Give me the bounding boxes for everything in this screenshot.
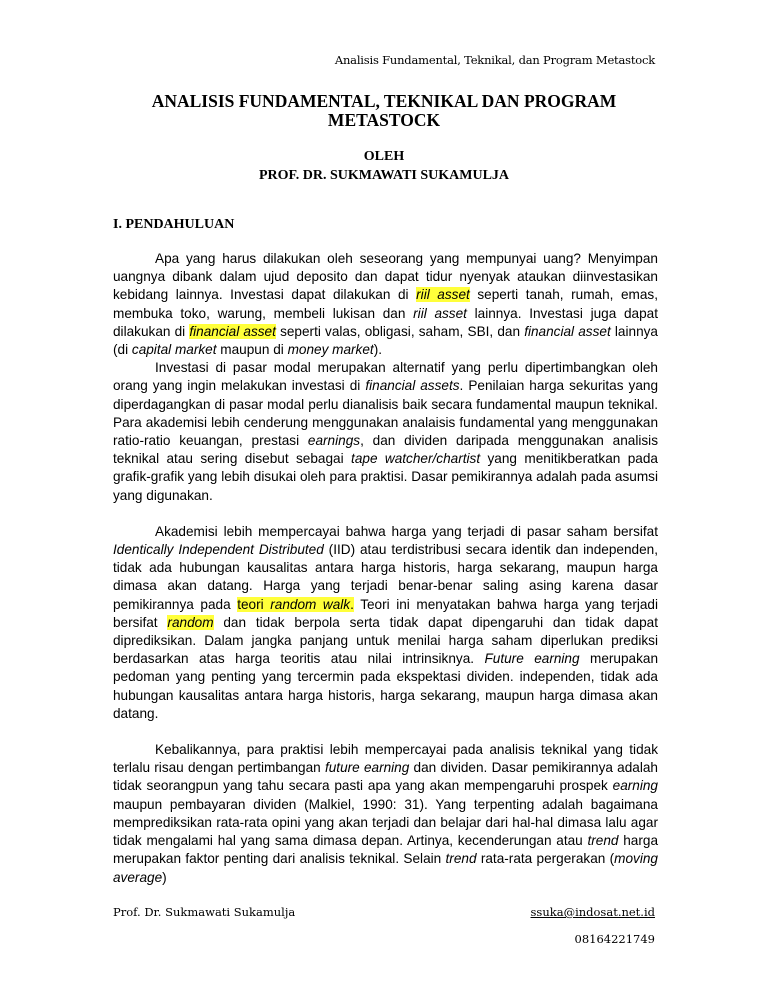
- text-run: seperti tanah, rumah, emas, membuka toko, warung, membeli lukisan dan: [113, 287, 659, 321]
- italic-term: moving average: [113, 851, 658, 885]
- italic-term: earning: [612, 778, 658, 794]
- text-run: ): [162, 869, 167, 885]
- highlighted-term: riil asset: [416, 287, 470, 303]
- paragraph-2: [113, 359, 658, 505]
- text-run: lainnya. Investasi juga dapat dilakukan di: [113, 305, 658, 339]
- italic-term: riil asset: [413, 305, 467, 321]
- byline-label: OLEH: [363, 149, 405, 164]
- footer-email-link[interactable]: ssuka@indosat.net.id: [530, 905, 655, 919]
- text-run: dan tidak berpola serta tidak dapat dipengaruhi dan tidak dapat diprediksikan. Dalam jangka panjang untuk menilai harga saham diperlukan prediksi berdasarkan atas harga teoritis atau nilai intrinsiknya.: [113, 614, 658, 667]
- author-name: PROF. DR. SUKMAWATI SUKAMULJA: [258, 168, 510, 183]
- text-run: Apa yang harus dilakukan oleh seseorang yang mempunyai uang? Menyimpan uangnya dibank dalam ujud deposito dan dapat tidur nyenyak ataukan diinvestasikan kebidang lainnya. Investasi dapat dilakukan di: [113, 251, 658, 303]
- text-run: seperti valas, obligasi, saham, SBI, dan: [275, 323, 525, 339]
- text-run: maupun pembayaran dividen (Malkiel, 1990: 31). Yang terpenting adalah bagaimana memprediksikan rata-rata opini yang akan terjadi dan belajar dari hal-hal dimasa lalu agar tidak mengalami hal yang sama dimasa depan. Artinya, kecenderungan atau: [113, 796, 658, 849]
- italic-term: financial asset: [524, 323, 611, 339]
- highlighted-term: [237, 597, 354, 612]
- paragraph-1: [113, 250, 658, 359]
- highlighted-term: financial asset: [189, 323, 276, 339]
- footer-author: Prof. Dr. Sukmawati Sukamulja: [113, 905, 296, 919]
- text-run: .: [350, 596, 354, 612]
- text-run: Teori ini menyatakan bahwa harga yang terjadi bersifat: [113, 596, 659, 630]
- italic-term: financial assets: [365, 378, 460, 394]
- text-run: harga merupakan faktor penting dari analisis teknikal. Selain: [113, 833, 659, 867]
- paragraph-4: [113, 741, 658, 887]
- section-heading: I. PENDAHULUAN: [113, 217, 235, 232]
- highlighted-term: random: [167, 614, 214, 630]
- text-run: Investasi di pasar modal merupakan alternatif yang perlu dipertimbangkan oleh orang yang ingin melakukan investasi di: [113, 360, 658, 394]
- italic-term: money market: [287, 342, 374, 358]
- title-line-2: METASTOCK: [327, 110, 441, 130]
- footer-phone: 08164221749: [574, 932, 655, 946]
- text-run: maupun di: [216, 342, 288, 358]
- italic-term: Identically Independent Distributed: [113, 542, 324, 558]
- italic-term: future earning: [324, 760, 410, 776]
- text-run: yang menitikberatkan pada grafik-grafik yang lebih disukai oleh para praktisi. Dasar pemikirannya adalah pada asumsi yang digunakan.: [113, 451, 658, 503]
- text-run: ).: [373, 342, 382, 358]
- title-line-1: ANALISIS FUNDAMENTAL, TEKNIKAL DAN PROGRAM: [151, 91, 617, 111]
- text-run: Kebalikannya, para praktisi lebih mempercayai pada analisis teknikal yang tidak terlalu risau dengan pertimbangan: [113, 742, 658, 776]
- text-run: dan dividen. Dasar pemikirannya adalah tidak seorangpun yang tahu secara pasti apa yang akan mempengaruhi prospek: [113, 760, 658, 794]
- text-run: rata-rata pergerakan (: [476, 851, 615, 867]
- running-header: Analisis Fundamental, Teknikal, dan Program Metastock: [334, 53, 655, 67]
- italic-term: random walk: [270, 596, 351, 612]
- body-text: [113, 250, 658, 887]
- text-run: . Penilaian harga sekuritas yang diperdagangkan di pasar modal perlu dianalisis baik secara fundamental maupun teknikal. Para akademisi lebih cenderung menggunakan analaisis fundamental yang menggunakan ratio-ratio keuangan, prestasi: [113, 378, 658, 449]
- paragraph-3: [113, 523, 658, 723]
- text-run: , dan dividen daripada menggunakan analisis teknikal atau sering disebut sebagai: [113, 433, 658, 467]
- italic-term: earnings: [307, 433, 361, 449]
- text-run: Akademisi lebih mempercayai bahwa harga yang terjadi di pasar saham bersifat: [155, 523, 658, 539]
- text-run: teori: [237, 596, 271, 612]
- italic-term: trend: [445, 851, 477, 867]
- italic-term: capital market: [131, 342, 217, 358]
- text-run: (IID) atau terdistribusi secara identik dan independen, tidak ada hubungan kausalitas antara harga historis, harga sekarang, maupun harga dimasa akan datang. Harga yang terjadi benar-benar saling asing karena dasar pemikirannya pada: [113, 542, 658, 612]
- document-title: [113, 92, 655, 130]
- italic-term: trend: [587, 833, 619, 849]
- text-run: merupakan pedoman yang penting yang tercermin pada ekspektasi dividen. independen, tidak ada hubungan kausalitas antara harga historis, harga sekarang, maupun harga dimasa akan datang.: [113, 651, 658, 721]
- italic-term: tape watcher/chartist: [351, 451, 481, 467]
- text-run: lainnya (di: [113, 323, 658, 358]
- italic-term: Future earning: [484, 651, 580, 667]
